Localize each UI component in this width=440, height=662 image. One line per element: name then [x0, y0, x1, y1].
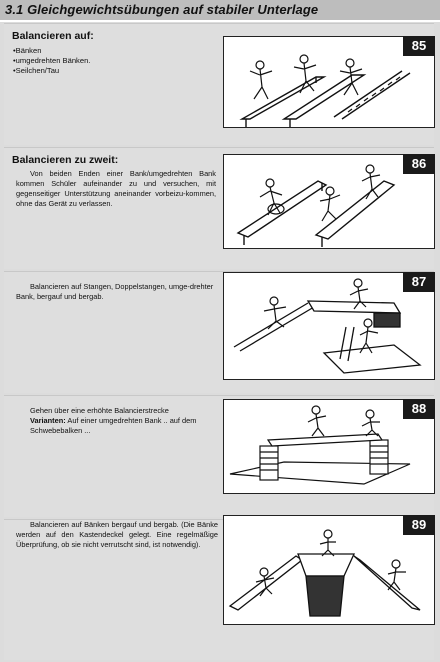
exercise-86-heading: Balancieren zu zweit:: [12, 154, 119, 166]
exercise-85-number: 85: [403, 36, 435, 56]
exercise-88-illustration: [223, 399, 435, 494]
exercise-88-text: [30, 406, 220, 436]
page-header: [0, 0, 440, 22]
exercise-87-illustration: [223, 272, 435, 380]
exercise-86: [4, 147, 434, 269]
exercise-88: [4, 395, 434, 517]
list-item: • Seilchen/Tau: [13, 66, 90, 76]
list-item: • umgedrehten Bänken.: [13, 56, 90, 66]
list-item: • Bänken: [13, 46, 90, 56]
exercise-88-variants: [30, 416, 220, 436]
exercise-86-text: Von beiden Enden einer Bank/umgedrehten Bank kommen Schüler aufeinander zu und versuchen, mit gegenseitiger Unterstützung aneinander vorbeizu-kommen, ohne das Gerät zu verlassen.: [16, 169, 216, 208]
exercise-86-number: 86: [403, 154, 435, 174]
exercise-88-number: 88: [403, 399, 435, 419]
exercise-85-list: [13, 46, 90, 76]
exercise-89-number: 89: [403, 515, 435, 535]
page-title: 3.1 Gleichgewichtsübungen auf stabiler Unterlage: [5, 2, 319, 17]
exercise-87-text: Balancieren auf Stangen, Doppelstangen, umge-drehter Bank, bergauf und bergab.: [16, 282, 214, 301]
exercise-89-text: Balancieren auf Bänken bergauf und bergab. (Die Bänke werden auf den Kastendeckel gelegt. Eine regelmäßige Überprüfung, ob sie nicht verrutscht sind, ist notwendig).: [16, 520, 218, 549]
exercise-88-line: Gehen über eine erhöhte Balancierstrecke: [30, 406, 169, 415]
exercise-89-illustration: [223, 515, 435, 625]
exercise-87-number: 87: [403, 272, 435, 292]
exercise-86-illustration: [223, 154, 435, 249]
variants-label: Varianten:: [30, 416, 66, 425]
exercise-85-illustration: [223, 36, 435, 128]
exercise-89: [4, 519, 434, 660]
exercise-85: [4, 23, 434, 145]
exercise-87: [4, 271, 434, 393]
variants-text: Auf einer umgedrehten Bank .. auf dem Schwebebalken ...: [30, 416, 197, 435]
exercise-85-heading: Balancieren auf:: [12, 30, 94, 42]
